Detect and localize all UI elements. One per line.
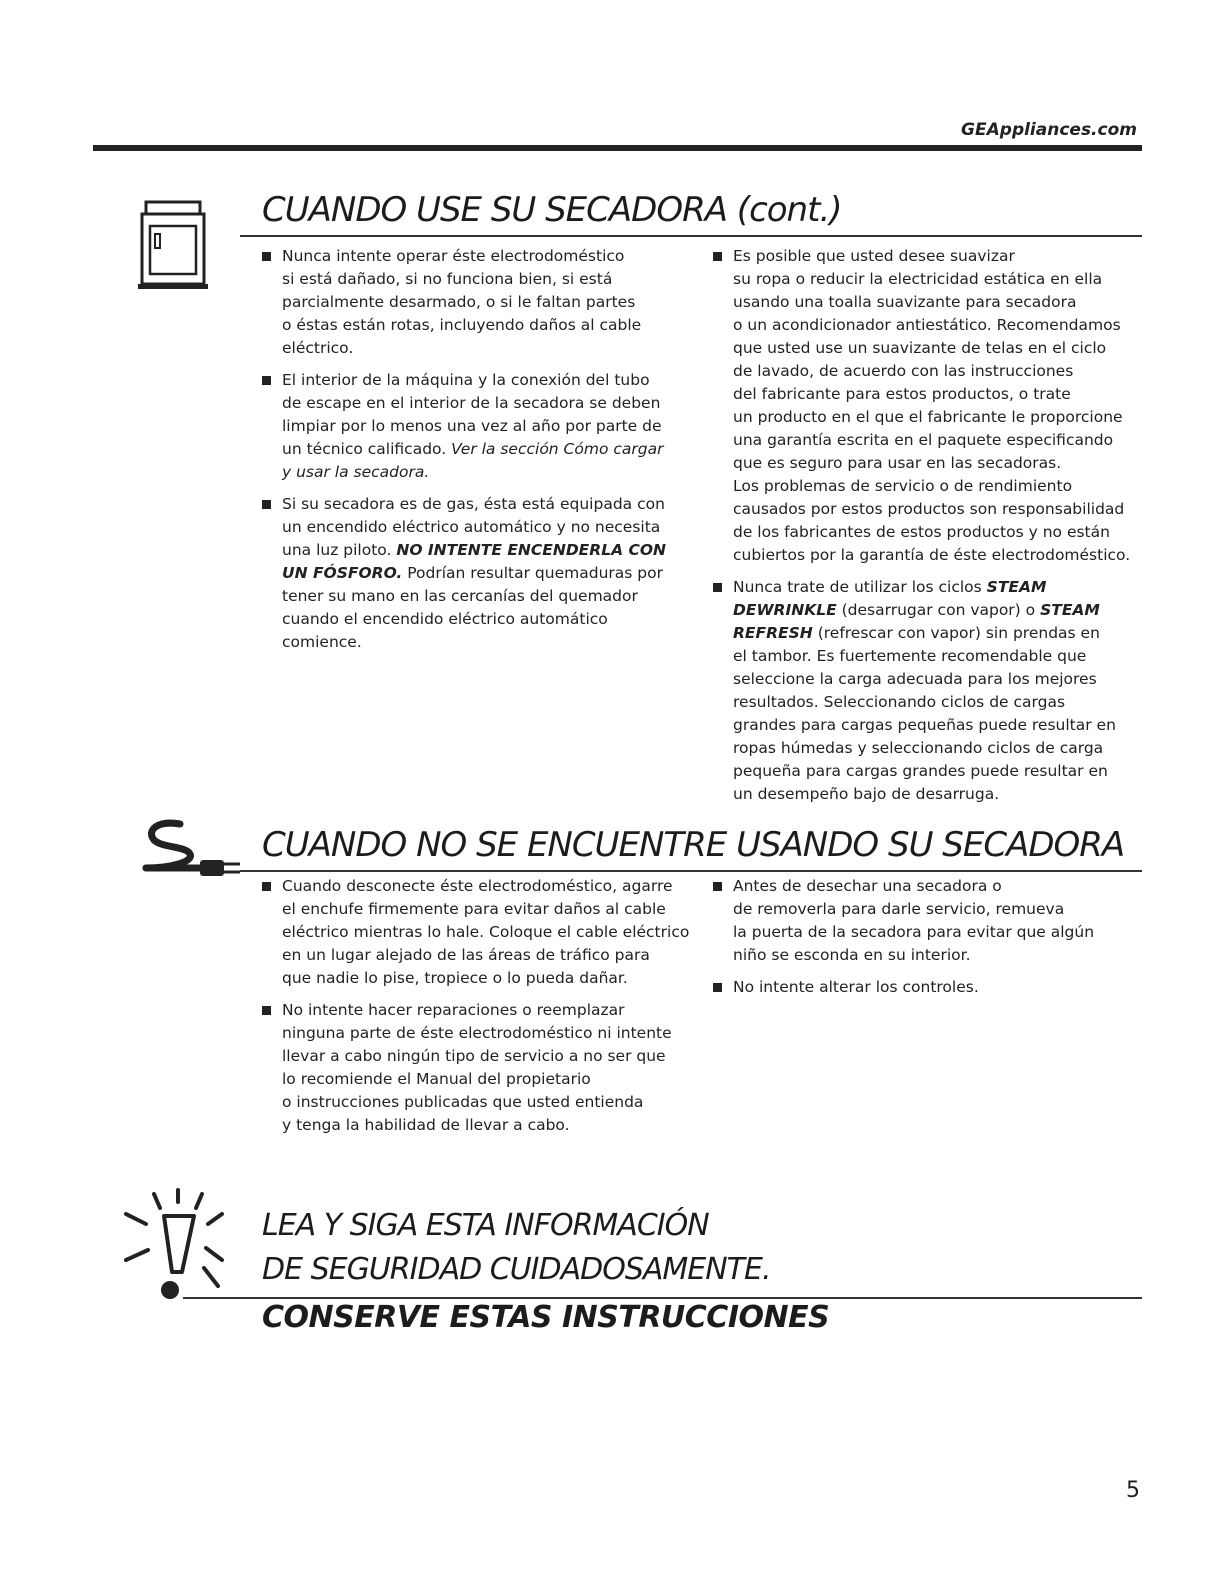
- safety-heading-line1: LEA Y SIGA ESTA INFORMACIÓN: [262, 1208, 709, 1243]
- list-item: Nunca trate de utilizar los ciclos STEAM DEWRINKLE (desarrugar con vapor) o STEAM REFRESH (refrescar con vapor) sin prendas en el tambor. Es fuertemente recomendable que seleccione la carga adecuada para los mejores resultados. Seleccionando ciclos de cargas grandes para cargas pequeñas puede resultar en ropas húmedas y seleccionando ciclos de carga pequeña para cargas grandes puede resultar en un desempeño bajo de desarruga.: [713, 576, 1143, 806]
- section-rule: [183, 1297, 1142, 1299]
- warning-emphasis: UN FÓSFORO.: [282, 564, 403, 582]
- section1-left-column: [262, 245, 702, 663]
- page-number: 5: [1126, 1478, 1140, 1503]
- bullet-square: [713, 252, 722, 261]
- bullet-square: [262, 1006, 271, 1015]
- list-item: Es posible que usted desee suavizar su ropa o reducir la electricidad estática en ella usando una toalla suavizante para secadora o un acondicionador antiestático. Recomendamos que usted use un suavizante de telas en el ciclo de lavado, de acuerdo con las instrucciones del fabricante para estos productos, o trate un producto en el que el fabricante le proporcione una garantía escrita en el paquete especificando que es seguro para usar en las secadoras. Los problemas de servicio o de rendimiento causados por estos productos son responsabilidad de los fabricantes de estos productos y no están cubiertos por la garantía de éste electrodoméstico.: [713, 245, 1143, 567]
- list-item: Nunca intente operar éste electrodoméstico si está dañado, si no funciona bien, si está parcialmente desarmado, o si le faltan partes o éstas están rotas, incluyendo daños al cable eléctrico.: [262, 245, 702, 360]
- list-item: Cuando desconecte éste electrodoméstico, agarre el enchufe firmemente para evitar daños al cable eléctrico mientras lo hale. Coloque el cable eléctrico en un lugar alejado de las áreas de tráfico para que nadie lo pise, tropiece o lo pueda dañar.: [262, 875, 702, 990]
- conserve-instructions: CONSERVE ESTAS INSTRUCCIONES: [262, 1300, 830, 1335]
- cycle-name: REFRESH: [733, 624, 813, 642]
- power-cord-icon: [140, 818, 244, 888]
- list-item: No intente hacer reparaciones o reemplazar ninguna parte de éste electrodoméstico ni intente llevar a cabo ningún tipo de servicio a no ser que lo recomiende el Manual del propietario o instrucciones publicadas que usted entienda y tenga la habilidad de llevar a cabo.: [262, 999, 702, 1137]
- bullet-square: [262, 500, 271, 509]
- section-title-not-using-dryer: CUANDO NO SE ENCUENTRE USANDO SU SECADORA: [262, 825, 1125, 865]
- warning-exclamation-icon: [118, 1188, 248, 1312]
- list-item: No intente alterar los controles.: [713, 976, 1143, 999]
- section-rule: [240, 235, 1142, 237]
- list-item: Antes de desechar una secadora o de removerla para darle servicio, remueva la puerta de la secadora para evitar que algún niño se esconda en su interior.: [713, 875, 1143, 967]
- bullet-square: [262, 252, 271, 261]
- bullet-square: [262, 376, 271, 385]
- cycle-name: STEAM: [1040, 601, 1100, 619]
- bullet-square: [713, 583, 722, 592]
- cycle-name: STEAM: [986, 578, 1047, 596]
- see-section-reference: Ver la sección Cómo cargar: [446, 440, 664, 458]
- section2-left-column: [262, 875, 702, 1146]
- section1-right-column: [713, 245, 1143, 815]
- bullet-square: [262, 882, 271, 891]
- safety-heading-line2: DE SEGURIDAD CUIDADOSAMENTE.: [262, 1252, 771, 1287]
- section-rule: [240, 870, 1142, 872]
- section2-right-column: [713, 875, 1143, 1008]
- section-title-using-dryer: CUANDO USE SU SECADORA (cont.): [262, 190, 842, 230]
- bullet-square: [713, 983, 722, 992]
- list-item: El interior de la máquina y la conexión del tubo de escape en el interior de la secadora se deben limpiar por lo menos una vez al año por parte de un técnico calificado. Ver la sección Cómo cargar y usar la secadora.: [262, 369, 702, 484]
- site-url: GEAppliances.com: [961, 120, 1137, 140]
- list-item: Si su secadora es de gas, ésta está equipada con un encendido eléctrico automático y no necesita una luz piloto. NO INTENTE ENCENDERLA CON UN FÓSFORO. Podrían resultar quemaduras por tener su mano en las cercanías del quemador cuando el encendido eléctrico automático comience.: [262, 493, 702, 654]
- bullet-square: [713, 882, 722, 891]
- warning-emphasis: NO INTENTE ENCENDERLA CON: [396, 541, 666, 559]
- cycle-name: DEWRINKLE: [733, 601, 837, 619]
- dryer-icon: [138, 200, 208, 292]
- header-rule: [93, 145, 1142, 151]
